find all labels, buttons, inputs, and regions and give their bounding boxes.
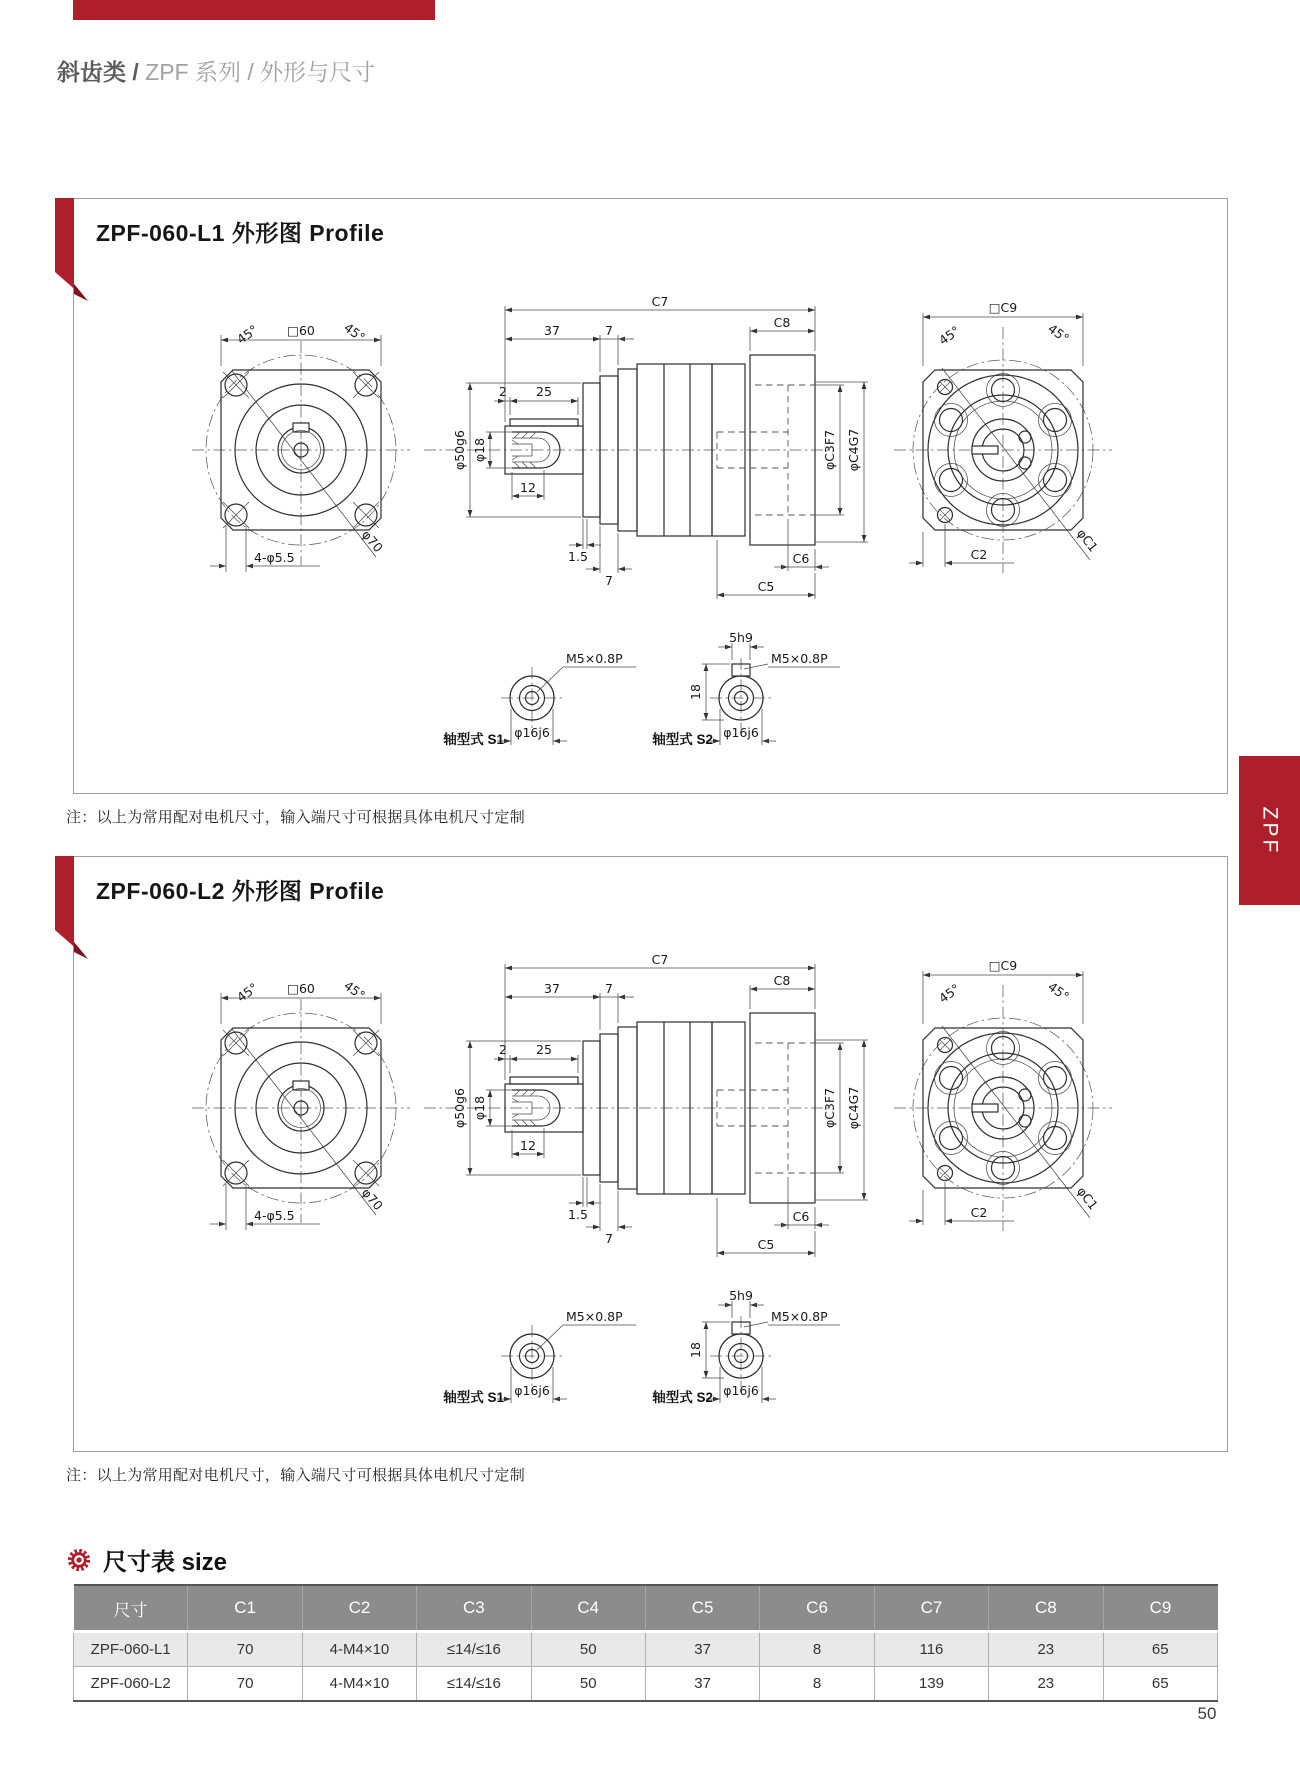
- dim-label: C6: [792, 1209, 810, 1224]
- dim-label: φ16j6: [514, 1383, 550, 1398]
- dim-label: □C9: [988, 958, 1018, 973]
- dim-label: 轴型式 S1: [443, 732, 504, 747]
- panel-title-l1: ZPF-060-L1 外形图 Profile: [96, 220, 385, 246]
- dim-label: 12: [520, 480, 536, 495]
- dim-label: C5: [757, 1237, 775, 1252]
- dim-label: φC1: [1073, 525, 1102, 555]
- cell: 37: [645, 1632, 759, 1667]
- size-table-header-row: [74, 1585, 1218, 1632]
- dim-label: 37: [544, 323, 560, 338]
- dim-label: 12: [520, 1138, 536, 1153]
- col-header: C1: [188, 1585, 302, 1632]
- col-header: C4: [531, 1585, 645, 1632]
- dim-label: 45°: [935, 322, 963, 348]
- cell: 23: [989, 1667, 1103, 1702]
- dim-label: φ16j6: [514, 725, 550, 740]
- dim-label: 45°: [1045, 978, 1073, 1004]
- dim-label: φ18: [472, 437, 487, 463]
- dim-label: □C9: [988, 300, 1018, 315]
- dim-label: M5×0.8P: [771, 1309, 828, 1324]
- note-text-2: 注：以上为常用配对电机尺寸，输入端尺寸可根据具体电机尺寸定制: [66, 1467, 526, 1484]
- cell-model: ZPF-060-L2: [74, 1667, 188, 1702]
- dim-label: 45°: [233, 321, 261, 347]
- page-number: 50: [1197, 1704, 1217, 1723]
- col-header: C2: [302, 1585, 416, 1632]
- size-table: [73, 1584, 1218, 1702]
- dim-label: M5×0.8P: [771, 651, 828, 666]
- profile-panel-l2: [73, 856, 1228, 1452]
- cell: 8: [760, 1632, 874, 1667]
- dim-label: M5×0.8P: [566, 1309, 623, 1324]
- dim-label: φ70: [358, 1185, 386, 1214]
- dim-label: C2: [970, 1205, 988, 1220]
- rear-view: [894, 300, 1112, 573]
- col-header: C8: [989, 1585, 1103, 1632]
- breadcrumb: [57, 54, 375, 87]
- breadcrumb-category: 斜齿类 /: [57, 59, 139, 85]
- dim-label: C6: [792, 551, 810, 566]
- dim-label: 7: [605, 1231, 613, 1246]
- dim-label: C8: [773, 973, 791, 988]
- cell: 65: [1103, 1632, 1217, 1667]
- col-header: C6: [760, 1585, 874, 1632]
- cell: ≤14/≤16: [417, 1667, 531, 1702]
- dim-label: 轴型式 S2: [652, 1390, 713, 1405]
- top-red-bar: [73, 0, 435, 20]
- shaft-detail-s2: [652, 1288, 840, 1405]
- cell-model: ZPF-060-L1: [74, 1632, 188, 1667]
- dim-label: 4-φ5.5: [254, 550, 295, 565]
- zpf-side-tab: [1239, 756, 1300, 905]
- dim-label: φ50g6: [452, 429, 467, 471]
- gearbox-drawing: [74, 265, 1225, 791]
- dim-label: 5h9: [729, 630, 753, 645]
- dim-label: 45°: [935, 980, 963, 1006]
- gear-icon: [66, 1547, 92, 1573]
- dim-label: 25: [536, 384, 552, 399]
- cell: ≤14/≤16: [417, 1632, 531, 1667]
- cell: 116: [874, 1632, 988, 1667]
- dim-label: 2: [499, 1042, 507, 1057]
- dim-label: φ18: [472, 1095, 487, 1121]
- dim-label: φ70: [358, 527, 386, 556]
- dim-label: φ16j6: [723, 1383, 759, 1398]
- technical-drawing-l2: [74, 923, 1225, 1449]
- dim-label: 4-φ5.5: [254, 1208, 295, 1223]
- dim-label: 1.5: [568, 1207, 588, 1222]
- cell: 37: [645, 1667, 759, 1702]
- dim-label: C8: [773, 315, 791, 330]
- dim-label: 2: [499, 384, 507, 399]
- cell: 50: [531, 1632, 645, 1667]
- cell: 4-M4×10: [302, 1632, 416, 1667]
- dim-label: 轴型式 S2: [652, 732, 713, 747]
- dim-label: 37: [544, 981, 560, 996]
- shaft-detail-s1: [443, 1309, 636, 1405]
- col-header: C3: [417, 1585, 531, 1632]
- cell: 8: [760, 1667, 874, 1702]
- cell: 23: [989, 1632, 1103, 1667]
- rear-view: [894, 958, 1112, 1231]
- dim-label: 7: [605, 573, 613, 588]
- table-row: [74, 1632, 1218, 1667]
- dim-label: 7: [605, 981, 613, 996]
- dim-label: 轴型式 S1: [443, 1390, 504, 1405]
- cell: 70: [188, 1632, 302, 1667]
- bookmark-ribbon-icon: [55, 198, 89, 302]
- dim-label: 1.5: [568, 549, 588, 564]
- size-section-header: [66, 1542, 227, 1577]
- bookmark-ribbon-icon: [55, 856, 89, 960]
- dim-label: 45°: [1045, 320, 1073, 346]
- col-header: 尺寸: [74, 1585, 188, 1632]
- dim-label: 18: [688, 684, 703, 700]
- cell: 4-M4×10: [302, 1667, 416, 1702]
- size-table-title: 尺寸表 size: [103, 1549, 228, 1576]
- cell: 65: [1103, 1667, 1217, 1702]
- dim-label: C7: [651, 294, 669, 309]
- dim-label: 45°: [233, 979, 261, 1005]
- cell: 139: [874, 1667, 988, 1702]
- table-row: [74, 1667, 1218, 1702]
- side-view: [424, 952, 868, 1257]
- dim-label: φ50g6: [452, 1087, 467, 1129]
- dim-label: φC3F7: [822, 429, 837, 471]
- dim-label: 25: [536, 1042, 552, 1057]
- dim-label: C7: [651, 952, 669, 967]
- dim-label: C5: [757, 579, 775, 594]
- dim-label: 18: [688, 1342, 703, 1358]
- zpf-side-tab-label: ZPF: [1258, 806, 1282, 855]
- dim-label: 5h9: [729, 1288, 753, 1303]
- dim-label: □60: [287, 981, 315, 996]
- dim-label: 45°: [341, 319, 369, 345]
- technical-drawing-l1: [74, 265, 1225, 791]
- dim-label: φC4G7: [846, 428, 861, 472]
- note-text-1: 注：以上为常用配对电机尺寸，输入端尺寸可根据具体电机尺寸定制: [66, 809, 526, 826]
- shaft-detail-s2: [652, 630, 840, 747]
- dim-label: □60: [287, 323, 315, 338]
- profile-panel-l1: [73, 198, 1228, 794]
- breadcrumb-rest: ZPF 系列 / 外形与尺寸: [138, 59, 376, 85]
- dim-label: 45°: [341, 977, 369, 1003]
- col-header: C7: [874, 1585, 988, 1632]
- cell: 50: [531, 1667, 645, 1702]
- col-header: C9: [1103, 1585, 1217, 1632]
- front-view: [192, 320, 410, 572]
- dim-label: 7: [605, 323, 613, 338]
- shaft-detail-s1: [443, 651, 636, 747]
- side-view: [424, 294, 868, 599]
- col-header: C5: [645, 1585, 759, 1632]
- dim-label: φC4G7: [846, 1086, 861, 1130]
- dim-label: C2: [970, 547, 988, 562]
- dim-label: φC3F7: [822, 1087, 837, 1129]
- front-view: [192, 978, 410, 1230]
- panel-title-l2: ZPF-060-L2 外形图 Profile: [96, 878, 385, 904]
- dim-label: φ16j6: [723, 725, 759, 740]
- cell: 70: [188, 1667, 302, 1702]
- gearbox-drawing: [74, 923, 1225, 1449]
- dim-label: M5×0.8P: [566, 651, 623, 666]
- dim-label: φC1: [1073, 1183, 1102, 1213]
